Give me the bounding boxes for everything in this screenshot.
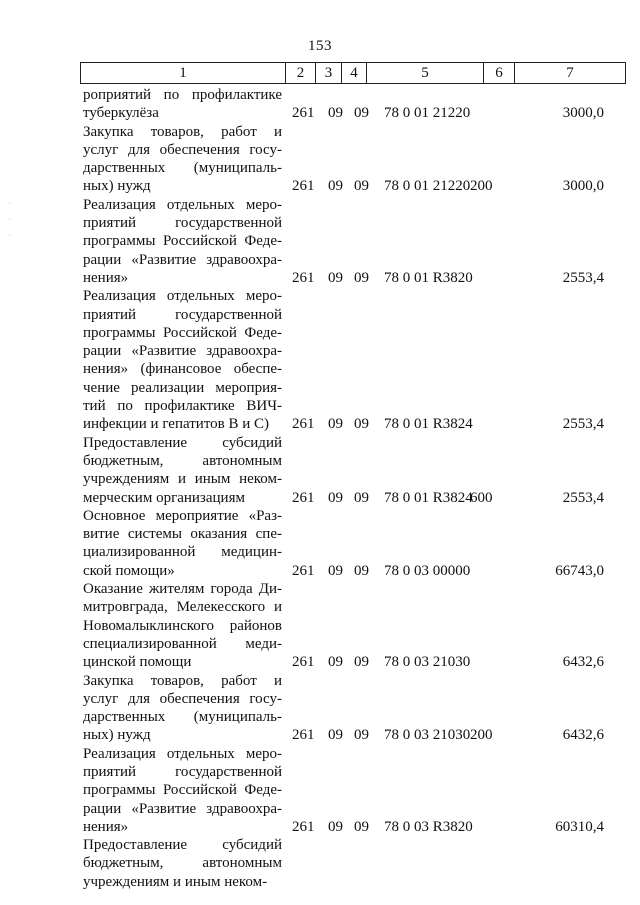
target-article-code: 78 0 01 R3824 (384, 416, 473, 433)
target-article-code: 78 0 01 R3824 (384, 489, 473, 506)
table-row (0, 836, 640, 891)
amount-value: 2553,4 (562, 489, 604, 506)
amount-value: 2553,4 (562, 416, 604, 433)
subsection-code: 09 (354, 727, 369, 744)
description-line: приятий государственной (83, 763, 282, 780)
section-code: 09 (328, 654, 343, 671)
ministry-code: 261 (292, 727, 315, 744)
description-line: Закупка товаров, работ и (83, 672, 282, 689)
description-line: ных) нужд (83, 727, 151, 744)
amount-value: 3000,0 (562, 105, 604, 122)
target-article-code: 78 0 01 21220 (384, 105, 471, 122)
section-code: 09 (328, 269, 343, 286)
table-row (0, 745, 640, 836)
subsection-code: 09 (354, 105, 369, 122)
scan-artifact: · · · (8, 199, 11, 240)
description-line: чение реализации мероприя- (83, 379, 282, 396)
description-line: рации «Развитие здравоохра- (83, 251, 282, 268)
description-line: услуг для обеспечения госу- (83, 690, 282, 707)
ministry-code: 261 (292, 416, 315, 433)
row-description (83, 287, 282, 433)
table-row (0, 507, 640, 580)
description-line: инфекции и гепатитов В и С) (83, 416, 270, 433)
expense-type-code: 200 (470, 178, 493, 195)
row-codes (0, 818, 640, 836)
description-line: Реализация отдельных меро- (83, 745, 282, 762)
amount-value: 60310,4 (555, 818, 604, 835)
table-row (0, 287, 640, 433)
description-line: нения» (83, 818, 129, 835)
subsection-code: 09 (354, 654, 369, 671)
description-line: бюджетным, автономным (83, 855, 282, 872)
description-line: рации «Развитие здравоохра- (83, 800, 282, 817)
column-header-1: 1 (81, 63, 286, 84)
ministry-code: 261 (292, 489, 315, 506)
section-code: 09 (328, 562, 343, 579)
row-codes (0, 415, 640, 433)
row-codes (0, 489, 640, 507)
row-codes (0, 726, 640, 744)
expense-type-code: 200 (470, 727, 493, 744)
column-header-7: 7 (515, 63, 626, 84)
subsection-code: 09 (354, 178, 369, 195)
section-code: 09 (328, 178, 343, 195)
row-codes (0, 269, 640, 287)
description-line: приятий государственной (83, 215, 282, 232)
target-article-code: 78 0 03 21030 (384, 727, 471, 744)
description-line: Реализация отдельных меро- (83, 196, 282, 213)
table-row (0, 580, 640, 671)
section-code: 09 (328, 416, 343, 433)
ministry-code: 261 (292, 562, 315, 579)
description-line: тий по профилактике ВИЧ- (83, 398, 282, 415)
ministry-code: 261 (292, 654, 315, 671)
description-line: приятий государственной (83, 306, 282, 323)
amount-value: 3000,0 (562, 178, 604, 195)
description-line: дарственных (муниципаль- (83, 709, 282, 726)
description-line: роприятий по профилактике (83, 87, 282, 103)
description-line: туберкулёза (83, 105, 159, 122)
table-row (0, 434, 640, 507)
target-article-code: 78 0 01 R3820 (384, 269, 473, 286)
table-body (0, 86, 640, 891)
description-line: учреждениям и иным неком- (83, 873, 268, 890)
target-article-code: 78 0 03 21030 (384, 654, 471, 671)
column-header-5: 5 (367, 63, 484, 84)
page-number: 153 (308, 38, 332, 54)
description-line: Реализация отдельных меро- (83, 288, 282, 305)
expense-type-code: 600 (470, 489, 493, 506)
subsection-code: 09 (354, 562, 369, 579)
column-header-4: 4 (342, 63, 367, 84)
table-row (0, 196, 640, 287)
target-article-code: 78 0 03 R3820 (384, 818, 473, 835)
column-header-6: 6 (484, 63, 515, 84)
row-codes (0, 104, 640, 122)
description-line: специализированной меди- (83, 635, 282, 652)
ministry-code: 261 (292, 818, 315, 835)
description-line: митровграда, Мелекесского и (83, 599, 282, 616)
column-header-3: 3 (316, 63, 342, 84)
description-line: учреждениям и иным неком- (83, 471, 282, 488)
section-code: 09 (328, 105, 343, 122)
amount-value: 6432,6 (562, 727, 604, 744)
description-line: циализированной медицин- (83, 544, 282, 561)
description-line: мерческим организациям (83, 489, 245, 506)
section-code: 09 (328, 818, 343, 835)
description-line: бюджетным, автономным (83, 452, 282, 469)
description-line: Основное мероприятие «Раз- (83, 507, 282, 524)
section-code: 09 (328, 727, 343, 744)
subsection-code: 09 (354, 489, 369, 506)
row-codes (0, 562, 640, 580)
description-line: Оказание жителям города Ди- (83, 581, 282, 598)
description-line: нения» (83, 269, 129, 286)
description-line: дарственных (муниципаль- (83, 160, 282, 177)
column-header-table (80, 62, 626, 84)
ministry-code: 261 (292, 178, 315, 195)
description-line: витие системы оказания спе- (83, 526, 282, 543)
description-line: услуг для обеспечения госу- (83, 141, 282, 158)
subsection-code: 09 (354, 416, 369, 433)
description-line: программы Российской Феде- (83, 782, 282, 799)
row-codes (0, 873, 640, 891)
section-code: 09 (328, 489, 343, 506)
subsection-code: 09 (354, 818, 369, 835)
table-row (0, 123, 640, 196)
amount-value: 66743,0 (555, 562, 604, 579)
ministry-code: 261 (292, 269, 315, 286)
column-header-row (81, 63, 626, 84)
description-line: рации «Развитие здравоохра- (83, 343, 282, 360)
ministry-code: 261 (292, 105, 315, 122)
column-header-2: 2 (286, 63, 316, 84)
description-line: Новомалыклинского районов (83, 617, 282, 634)
subsection-code: 09 (354, 269, 369, 286)
description-line: нения» (финансовое обеспе- (83, 361, 282, 378)
row-codes (0, 653, 640, 671)
description-line: программы Российской Феде- (83, 324, 282, 341)
description-line: Закупка товаров, работ и (83, 123, 282, 140)
description-line: цинской помощи (83, 654, 192, 671)
row-codes (0, 177, 640, 195)
description-line: ской помощи» (83, 562, 175, 579)
description-line: Предоставление субсидий (83, 434, 282, 451)
description-line: Предоставление субсидий (83, 837, 282, 854)
table-row (0, 86, 640, 123)
target-article-code: 78 0 01 21220 (384, 178, 471, 195)
description-line: ных) нужд (83, 178, 151, 195)
description-line: программы Российской Феде- (83, 233, 282, 250)
target-article-code: 78 0 03 00000 (384, 562, 471, 579)
table-row (0, 672, 640, 745)
amount-value: 2553,4 (562, 269, 604, 286)
amount-value: 6432,6 (562, 654, 604, 671)
